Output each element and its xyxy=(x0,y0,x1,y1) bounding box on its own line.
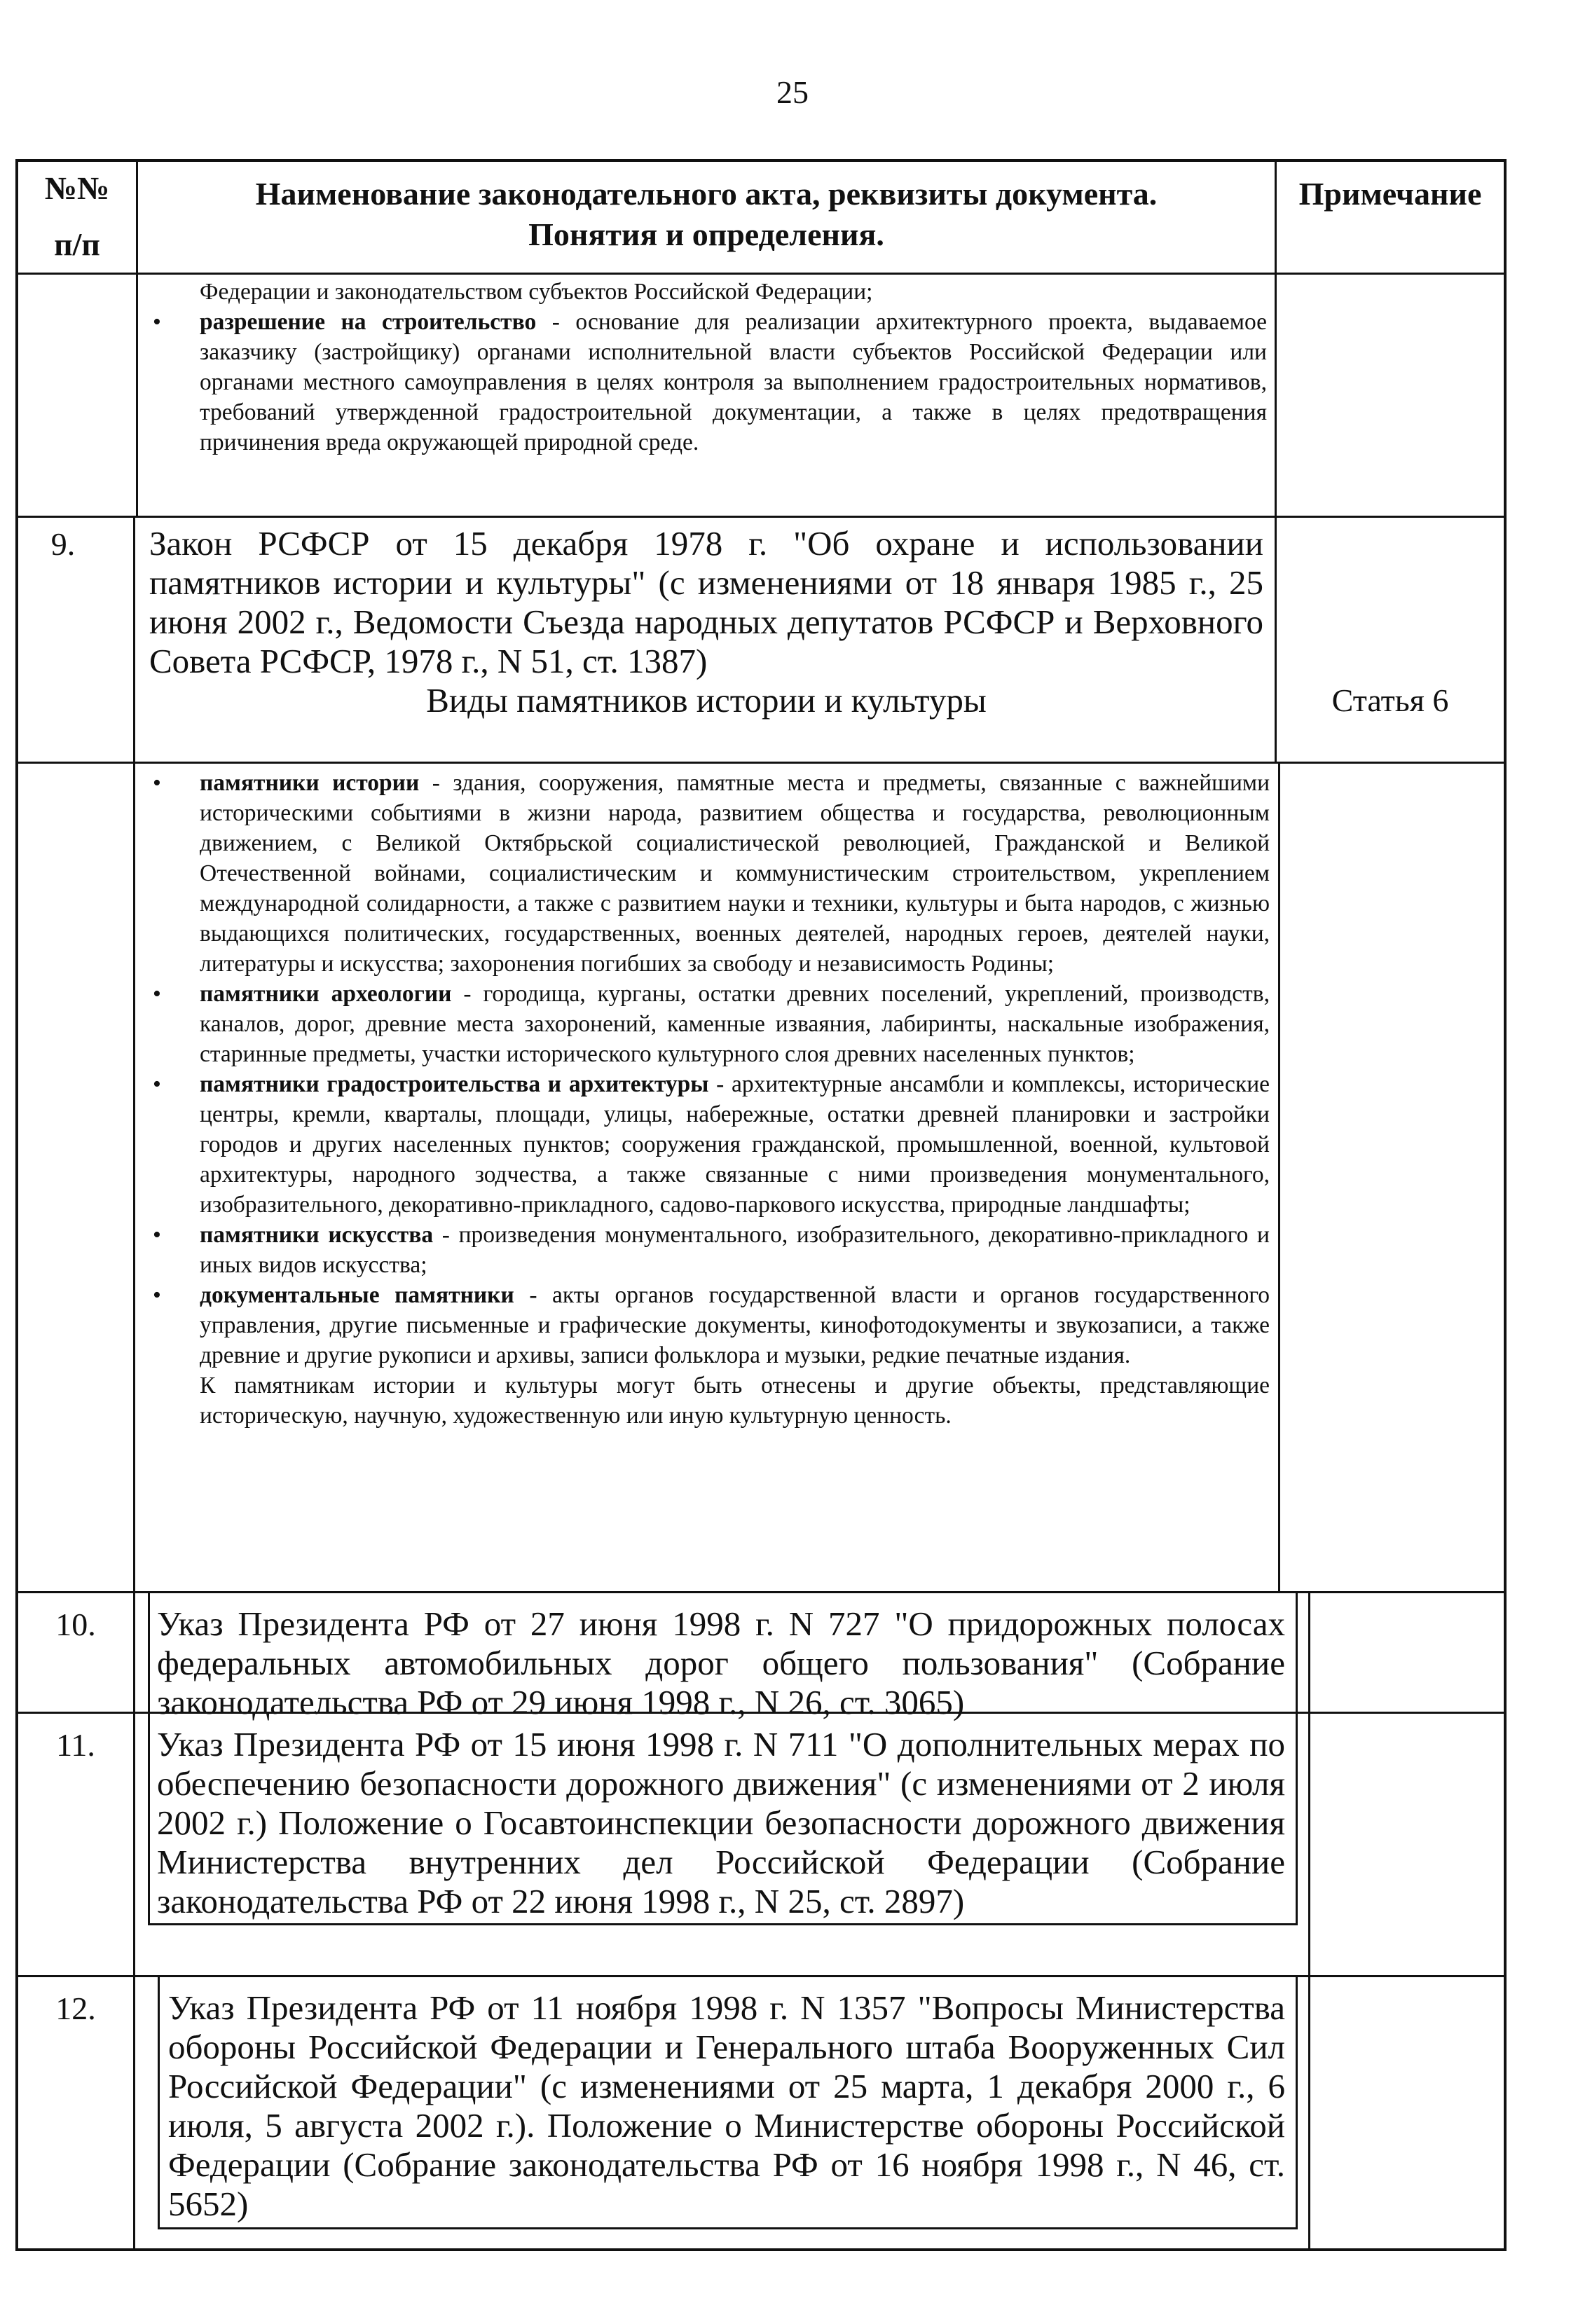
table-border-top xyxy=(15,159,1507,162)
list-item xyxy=(147,768,1270,979)
definition-term: памятники искусства xyxy=(200,1222,434,1248)
row-sep-9 xyxy=(15,516,1507,518)
list-item xyxy=(147,979,1270,1069)
col-sep-num-b xyxy=(133,516,135,2251)
col-sep-note-b xyxy=(1278,762,1280,1591)
row11-text: Указ Президента РФ от 15 июня 1998 г. N 711 "О дополнительных мерах по обеспечению безопасности дорожного движения" (с изменениями от 2 июля 2002 г.) Положение о Госавтоинспекции безопасности дорожного движения Министерства внутренних дел Российской Федерации (Собрание законодательства РФ от 22 июня 1998 г., N 25, ст. 2897) xyxy=(157,1725,1285,1920)
row9-details-list xyxy=(147,768,1270,1370)
page-number: 25 xyxy=(776,74,809,110)
col-sep-note-c xyxy=(1308,1591,1310,2251)
list-item xyxy=(147,1220,1270,1280)
row-sep-9-details xyxy=(15,762,1507,764)
row12-inner-right xyxy=(1296,1977,1298,2228)
row9-text: Закон РСФСР от 15 декабря 1978 г. "Об охране и использовании памятников истории и культуры" (с изменениями от 18 января 1985 г., 25 июня 2002 г., Ведомости Съезда народных депутатов РСФСР и Верховного Совета РСФСР, 1978 г., N 51, ст. 1387) xyxy=(149,524,1263,680)
list-item xyxy=(147,1069,1270,1220)
row9-note: Статья 6 xyxy=(1331,682,1449,718)
row11-inner-left xyxy=(148,1714,150,1924)
definition-text: - основание для реализации архитектурного проекта, выдаваемое заказчику (застройщику) органами исполнительной власти субъектов Российской Федерации или органами местного самоуправления в целях контроля за выполнением градостроительных нормативов, требований утвержденной градостроительной документации, а также в целях предотвращения причинения вреда окружающей природной среде. xyxy=(200,309,1267,455)
row12-inner-left xyxy=(158,1977,160,2228)
table-border-right xyxy=(1504,159,1507,2251)
row12-num: 12. xyxy=(55,1990,96,2026)
definition-term: памятники археологии xyxy=(200,981,452,1007)
row9-subtitle: Виды памятников истории и культуры xyxy=(426,681,987,720)
row10-num: 10. xyxy=(55,1607,96,1642)
header-title xyxy=(138,174,1275,255)
row9-num: 9. xyxy=(50,526,76,562)
list-item xyxy=(147,1280,1270,1370)
row10-inner-left xyxy=(148,1593,150,1712)
header-note: Примечание xyxy=(1298,176,1482,212)
row11-inner-right xyxy=(1296,1714,1298,1924)
definition-term: разрешение на строительство xyxy=(200,309,537,335)
definition-text: - произведения монументального, изобразительного, декоративно-прикладного и иных видов искусства; xyxy=(200,1222,1270,1278)
definition-text: - здания, сооружения, памятные места и предметы, связанные с важнейшими историческими событиями в жизни народа, развитием общества и государства, революционным движением, с Великой Октябрьской социалистической революцией, Гражданской и Великой Отечественной войнами, социалистическим и коммунистическим строительством, укреплением международной солидарности, а также с развитием науки и техники, культуры и быта народов, с жизнью выдающихся политических, государственных, военных деятелей, народных героев, деятелей науки, литературы и искусства; захоронения погибших за свободу и независимость Родины; xyxy=(200,770,1270,977)
continuation-intro: Федерации и законодательством субъектов Российской Федерации; xyxy=(200,279,873,305)
row12-text: Указ Президента РФ от 11 ноября 1998 г. N 1357 "Вопросы Министерства обороны Российской Федерации и Генерального штаба Вооруженных Сил Российской Федерации" (с изменениями от 25 марта, 1 декабря 2000 г., 6 июля, 5 августа 2002 г.). Положение о Министерстве обороны Российской Федерации (Собрание законодательства РФ от 16 ноября 1998 г., N 46, ст. 5652) xyxy=(168,1988,1285,2223)
row11-num: 11. xyxy=(56,1727,95,1763)
definition-text: - городища, курганы, остатки древних поселений, укреплений, производств, каналов, дорог, древние места захоронений, каменные изваяния, лабиринты, наскальные изображения, старинные предметы, участки исторического культурного слоя древних населенных пунктов; xyxy=(200,981,1270,1067)
definition-term: памятники истории xyxy=(200,770,420,796)
row9-details-cell xyxy=(147,768,1270,1431)
header-num-line1: №№ xyxy=(44,170,110,206)
row-sep-12 xyxy=(15,1975,1507,1977)
header-num-line2: п/п xyxy=(54,226,100,262)
row-sep-header xyxy=(15,273,1507,275)
row9-details-closing: К памятникам истории и культуры могут быть отнесены и другие объекты, представляющие историческую, научную, художественную или иную культурную ценность. xyxy=(200,1373,1270,1429)
definition-text: - архитектурные ансамбли и комплексы, исторические центры, кремли, кварталы, площади, улицы, набережные, остатки древней планировки и застройки городов и других населенных пунктов; сооружения гражданской, промышленной, военной, культовой архитектуры, народного зодчества, а также связанные с ними произведения монументального, изобразительного, декоративно-прикладного, садово-паркового искусства, природные ландшафты; xyxy=(200,1071,1270,1218)
row10-inner-right xyxy=(1296,1593,1298,1712)
col-sep-note-a xyxy=(1275,159,1277,762)
table-border-left xyxy=(15,159,18,2251)
row9-text-cell xyxy=(149,524,1263,720)
definition-text: - акты органов государственной власти и органов государственного управления, другие письменные и графические документы, кинофотодокументы и звукозаписи, а также древние и другие рукописи и архивы, записи фольклора и музыки, редкие печатные издания. xyxy=(200,1282,1270,1368)
header-title-line2: Понятия и определения. xyxy=(528,216,884,252)
continuation-list xyxy=(147,307,1267,458)
row11-inner-bottom xyxy=(148,1923,1298,1925)
header-title-line1: Наименование законодательного акта, реквизиты документа. xyxy=(255,176,1158,212)
list-item xyxy=(147,307,1267,458)
row12-inner-bottom xyxy=(158,2227,1298,2229)
continuation-cell xyxy=(147,277,1267,458)
header-num-col xyxy=(18,168,136,265)
definition-term: памятники градостроительства и архитектуры xyxy=(200,1071,709,1097)
table-border-bottom xyxy=(15,2248,1507,2251)
row-sep-10 xyxy=(15,1591,1507,1593)
definition-term: документальные памятники xyxy=(200,1282,514,1308)
row10-text: Указ Президента РФ от 27 июня 1998 г. N 727 "О придорожных полосах федеральных автомобильных дорог общего пользования" (Собрание законодательства РФ от 29 июня 1998 г., N 26, ст. 3065) xyxy=(157,1604,1285,1721)
